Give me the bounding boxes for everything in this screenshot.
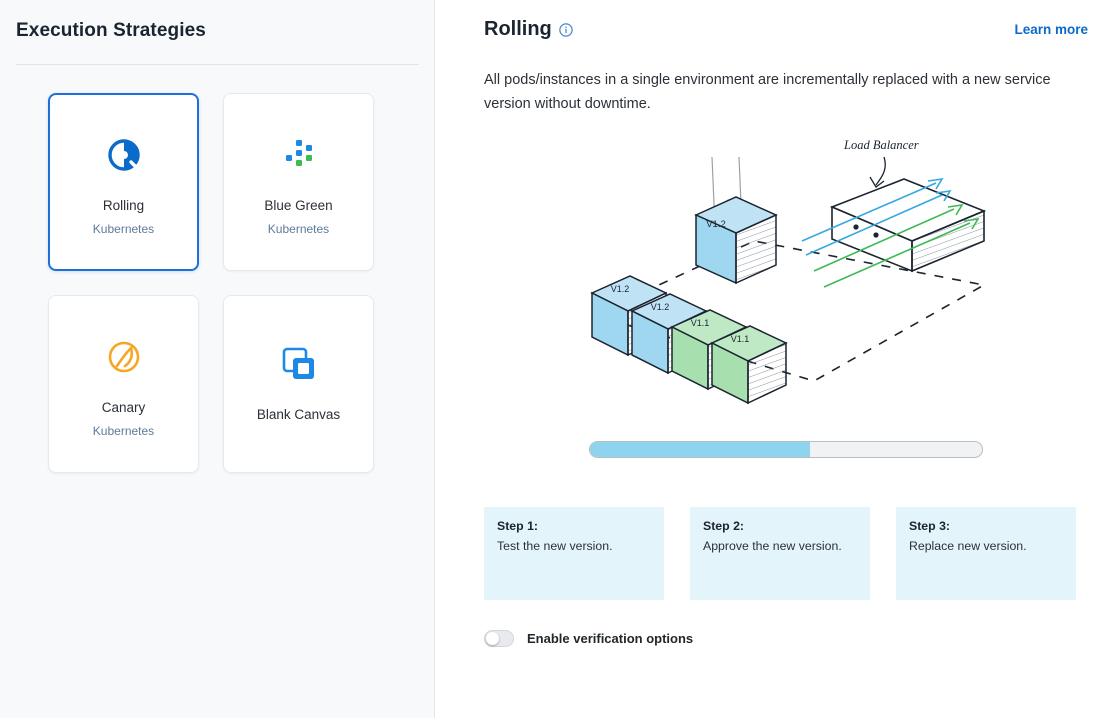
detail-description: All pods/instances in a single environment are incrementally replaced with a new service version without downtime.: [484, 72, 1051, 112]
divider: [16, 64, 419, 65]
pod-top: [696, 197, 776, 283]
verification-options-row: [484, 630, 1088, 647]
strategy-card-grid: [16, 93, 418, 473]
strategy-card-sublabel: Kubernetes: [92, 221, 155, 236]
strategy-card-label: Blank Canvas: [256, 407, 341, 423]
step-text: Test the new version.: [497, 538, 613, 553]
strategy-card-blue-green[interactable]: [223, 93, 374, 271]
pod-label: V1.1: [690, 317, 710, 328]
rollout-progress-bar[interactable]: [589, 441, 983, 458]
load-balancer-box: [832, 179, 984, 271]
blue-green-icon: [283, 128, 315, 182]
blank-canvas-icon: [282, 337, 316, 391]
strategy-detail-panel: [435, 0, 1116, 718]
progress-row: [484, 441, 1088, 458]
step-text: Approve the new version.: [703, 538, 842, 553]
enable-verification-label: Enable verification options: [527, 630, 694, 646]
pod-label: V1.2: [706, 218, 726, 230]
rolling-icon: [107, 128, 141, 182]
pod-label: V1.2: [650, 301, 670, 312]
strategy-card-rolling[interactable]: [48, 93, 199, 271]
diagram-svg: [484, 135, 1104, 437]
enable-verification-toggle[interactable]: [484, 630, 514, 647]
strategy-card-sublabel: Kubernetes: [92, 423, 155, 438]
strategy-card-canary[interactable]: [48, 295, 199, 473]
rolling-strategy-diagram: [484, 135, 1088, 437]
pod-row: [592, 276, 786, 403]
step-title: Step 1:: [497, 518, 538, 533]
detail-title: Rolling: [484, 18, 552, 40]
step-card-1: [484, 507, 664, 600]
toggle-knob: [486, 632, 499, 645]
execution-strategies-panel: [0, 0, 435, 718]
strategy-card-label: Blue Green: [264, 198, 333, 214]
load-balancer-label: Load Balancer: [844, 137, 919, 152]
step-card-3: [896, 507, 1076, 600]
pod-label: V1.1: [730, 333, 750, 344]
strategy-card-label: Rolling: [102, 198, 145, 214]
steps-row: [484, 507, 1088, 600]
step-title: Step 3:: [909, 518, 950, 533]
strategy-card-sublabel: Kubernetes: [267, 221, 330, 236]
strategy-card-label: Canary: [101, 400, 146, 416]
step-text: Replace new version.: [909, 538, 1027, 553]
pod-label: V1.2: [610, 283, 630, 294]
step-card-2: [690, 507, 870, 600]
rollout-progress-fill: [590, 442, 810, 457]
step-title: Step 2:: [703, 518, 744, 533]
detail-title-wrap: [484, 18, 573, 41]
info-icon[interactable]: [559, 23, 573, 37]
strategy-card-blank-canvas[interactable]: [223, 295, 374, 473]
canary-icon: [107, 330, 141, 384]
page-title: Execution Strategies: [16, 20, 206, 41]
learn-more-link[interactable]: Learn more: [1014, 22, 1088, 37]
detail-header: [484, 18, 1088, 41]
